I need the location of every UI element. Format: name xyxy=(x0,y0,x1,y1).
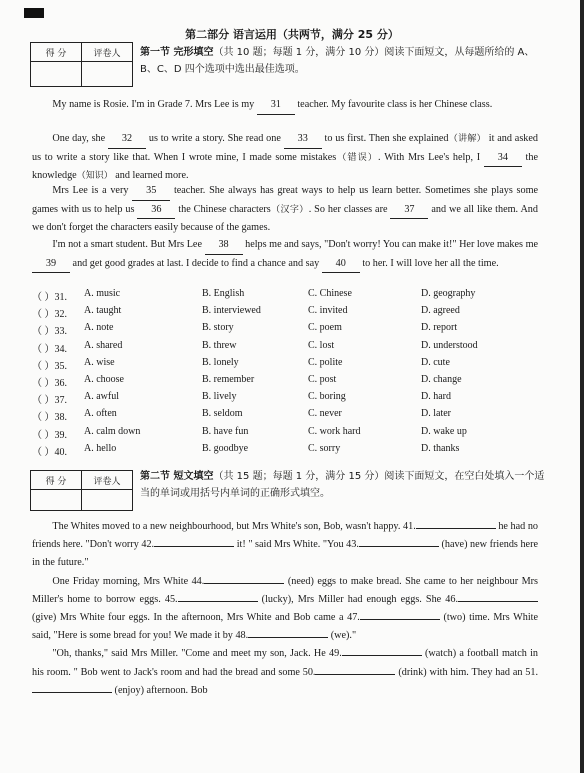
score-cell xyxy=(31,62,82,87)
question-number: （ ）38. xyxy=(32,412,67,424)
text: teacher. My favourite class is her Chinese class. xyxy=(297,99,493,110)
option-row xyxy=(32,357,542,374)
score-label: 得 分 xyxy=(31,43,82,62)
text: "You 43. xyxy=(322,539,359,551)
blank-46[interactable] xyxy=(458,601,538,602)
blank-45[interactable] xyxy=(178,601,258,602)
passage-2 xyxy=(32,518,538,700)
option-d[interactable]: D. hard xyxy=(421,391,451,403)
option-b[interactable]: B. lively xyxy=(202,391,237,403)
blank-49[interactable] xyxy=(342,655,422,656)
text: and get good grades at last. I decide to find a chance and say xyxy=(72,257,320,269)
option-a[interactable]: A. shared xyxy=(84,339,123,351)
option-d[interactable]: D. later xyxy=(421,408,451,420)
text: the Chinese characters xyxy=(178,203,271,215)
option-row xyxy=(32,408,542,425)
option-c[interactable]: C. lost xyxy=(308,339,335,351)
option-a[interactable]: A. often xyxy=(84,408,117,420)
text: he had no friends here. "Don't worry 42. xyxy=(32,521,539,551)
question-number: （ ）37. xyxy=(32,395,67,407)
section2-desc: （共 15 题；每题 1 分，满分 15 分）阅读下面短文，在空白处填入一个适当的单词或用括号内单词的正确形式填空。 xyxy=(140,471,545,499)
option-c[interactable]: C. never xyxy=(308,408,342,420)
option-c[interactable]: C. boring xyxy=(308,391,346,403)
blank-40: 40 xyxy=(322,255,360,274)
option-d[interactable]: D. cute xyxy=(421,356,450,368)
option-a[interactable]: A. hello xyxy=(84,442,117,454)
part-title: 第二部分 语言运用（共两节，满分 25 分） xyxy=(185,28,399,41)
score-label: 得 分 xyxy=(31,471,82,490)
text: "Oh, thanks," said Mrs Miller. "Come and meet my son, Jack. He 49. xyxy=(52,648,342,660)
question-number: （ ）33. xyxy=(32,326,67,338)
option-row xyxy=(32,374,542,391)
grader-label: 评卷人 xyxy=(82,43,133,62)
text: One Friday morning, Mrs White 44. xyxy=(52,575,205,587)
text: (watch) a football match in his room. " Bob went to Jack's room and had the bread and some 50. xyxy=(32,648,539,678)
option-row xyxy=(32,391,542,408)
text: . With Mrs Lee's help, I xyxy=(378,151,481,163)
option-row xyxy=(32,426,542,443)
option-d[interactable]: D. thanks xyxy=(421,442,460,454)
option-b[interactable]: B. story xyxy=(202,322,234,334)
paragraph-4 xyxy=(32,236,538,273)
text: (two) time. Mrs White said, "Here is some bread for you! We made it by 48. xyxy=(32,612,539,642)
option-row xyxy=(32,305,542,322)
option-d[interactable]: D. geography xyxy=(421,288,476,299)
text: and we all like them. And we don't forget the characters easily because of the games. xyxy=(32,203,538,234)
text: Mrs Lee is a very xyxy=(52,185,129,196)
score-box-1 xyxy=(30,42,133,87)
option-b[interactable]: B. interviewed xyxy=(202,305,261,317)
option-row xyxy=(32,340,542,357)
options-list xyxy=(32,288,542,460)
option-c[interactable]: C. Chinese xyxy=(308,288,352,299)
blank-34: 34 xyxy=(484,149,522,168)
paragraph-1 xyxy=(32,96,538,115)
blank-48[interactable] xyxy=(248,637,328,638)
text: teacher. She always has great ways to help us learn better. Sometimes she plays some games with us to help us xyxy=(32,185,539,215)
text: (we)." xyxy=(330,630,357,642)
blank-33: 33 xyxy=(284,130,322,149)
option-d[interactable]: D. report xyxy=(421,322,458,334)
text: helps me and says, "Don't worry! You can make it!" Her love makes me xyxy=(245,239,539,250)
question-number: （ ）39. xyxy=(32,429,67,441)
text: it! " said Mrs White. xyxy=(236,539,321,551)
option-row xyxy=(32,322,542,339)
blank-36: 36 xyxy=(137,201,175,220)
section2-instructions xyxy=(140,468,550,502)
text: (need) eggs to make bread. She came to her neighbour Mrs Miller's home to borrow eggs. 45. xyxy=(32,575,539,605)
blank-39: 39 xyxy=(32,255,70,274)
option-a[interactable]: A. music xyxy=(84,288,121,299)
gloss: （错误） xyxy=(336,152,379,163)
blank-44[interactable] xyxy=(204,583,284,584)
text: to her. I will love her all the time. xyxy=(362,257,499,269)
blank-37: 37 xyxy=(390,201,428,220)
blank-43[interactable] xyxy=(359,546,439,547)
option-b[interactable]: B. remember xyxy=(202,373,255,385)
section2-title: 第二节 短文填空 xyxy=(140,471,214,482)
text: (give) Mrs White four eggs. In the afternoon, Mrs White and Bob came a 47. xyxy=(32,612,360,624)
option-a[interactable]: A. calm down xyxy=(84,425,141,437)
option-a[interactable]: A. note xyxy=(84,322,114,334)
option-b[interactable]: B. English xyxy=(202,288,245,299)
gloss: （知识） xyxy=(76,171,113,182)
option-d[interactable]: D. agreed xyxy=(421,305,460,317)
score-box-2 xyxy=(30,470,133,511)
option-d[interactable]: D. change xyxy=(421,373,462,385)
blank-42[interactable] xyxy=(154,546,234,547)
page-edge xyxy=(580,0,584,773)
option-d[interactable]: D. understood xyxy=(421,339,478,351)
corner-mark xyxy=(24,8,44,18)
blank-38: 38 xyxy=(205,236,243,255)
text: us to write a story. She read one xyxy=(148,133,281,144)
option-c[interactable]: C. sorry xyxy=(308,442,341,454)
option-c[interactable]: C. work hard xyxy=(308,425,361,437)
text: One day, she xyxy=(52,133,106,144)
option-b[interactable]: B. lonely xyxy=(202,356,239,368)
section1-title: 第一节 完形填空 xyxy=(140,47,214,58)
section1-instructions xyxy=(140,44,550,78)
text: My name is Rosie. I'm in Grade 7. Mrs Lee is my xyxy=(52,99,255,110)
gloss: （讲解） xyxy=(448,134,486,144)
option-a[interactable]: A. awful xyxy=(84,391,119,403)
text: the knowledge xyxy=(32,151,538,182)
option-b[interactable]: B. seldom xyxy=(202,408,243,420)
question-number: （ ）40. xyxy=(32,446,67,458)
section1-desc: （共 10 题；每题 1 分，满分 10 分）阅读下面短文，从每题所给的 A、B、C、D 四个选项中选出最佳选项。 xyxy=(140,47,535,75)
text: . So her classes are xyxy=(308,203,388,215)
option-d[interactable]: D. wake up xyxy=(421,425,467,437)
blank-47[interactable] xyxy=(360,619,440,620)
question-number: （ ）34. xyxy=(32,343,67,355)
option-c[interactable]: C. invited xyxy=(308,305,348,317)
option-b[interactable]: B. threw xyxy=(202,339,237,351)
option-a[interactable]: A. taught xyxy=(84,305,122,317)
text: (drink) with him. They had an 51. xyxy=(398,666,539,678)
paragraph-2 xyxy=(32,130,538,186)
text: I'm not a smart student. But Mrs Lee xyxy=(52,239,202,250)
option-b[interactable]: B. goodbye xyxy=(202,442,249,454)
question-number: （ ）31. xyxy=(32,292,67,303)
option-a[interactable]: A. wise xyxy=(84,356,115,368)
option-c[interactable]: C. poem xyxy=(308,322,342,334)
text: and learned more. xyxy=(115,170,189,182)
text: (enjoy) afternoon. Bob xyxy=(114,684,208,696)
grader-cell xyxy=(82,490,133,511)
text: to us first. Then she explained xyxy=(324,133,449,144)
option-row xyxy=(32,288,542,305)
blank-41[interactable] xyxy=(416,528,496,529)
option-a[interactable]: A. choose xyxy=(84,373,124,385)
blank-51[interactable] xyxy=(32,692,112,693)
option-row xyxy=(32,443,542,460)
blank-50[interactable] xyxy=(315,674,395,675)
option-c[interactable]: C. polite xyxy=(308,356,343,368)
text: (lucky), Mrs Miller had enough eggs. She 46. xyxy=(261,593,458,605)
text: (have) new friends here in the future." xyxy=(32,539,538,569)
grader-cell xyxy=(82,62,133,87)
paragraph-3 xyxy=(32,182,538,237)
question-number: （ ）32. xyxy=(32,309,67,321)
option-b[interactable]: B. have fun xyxy=(202,425,249,437)
gloss: （汉字） xyxy=(270,204,309,215)
text: 41. xyxy=(403,521,416,532)
blank-31: 31 xyxy=(257,96,295,115)
question-number: （ ）35. xyxy=(32,360,67,372)
text: The Whites moved to a new neighbourhood, but Mrs White's son, Bob, wasn't happy. xyxy=(52,521,401,532)
question-number: （ ）36. xyxy=(32,377,67,389)
option-c[interactable]: C. post xyxy=(308,373,337,385)
text: it and asked us to write a story like that. When I wrote mine, I made some mistakes xyxy=(32,133,538,163)
grader-label: 评卷人 xyxy=(82,471,133,490)
score-cell xyxy=(31,490,82,511)
blank-35: 35 xyxy=(132,182,170,201)
blank-32: 32 xyxy=(108,130,146,149)
